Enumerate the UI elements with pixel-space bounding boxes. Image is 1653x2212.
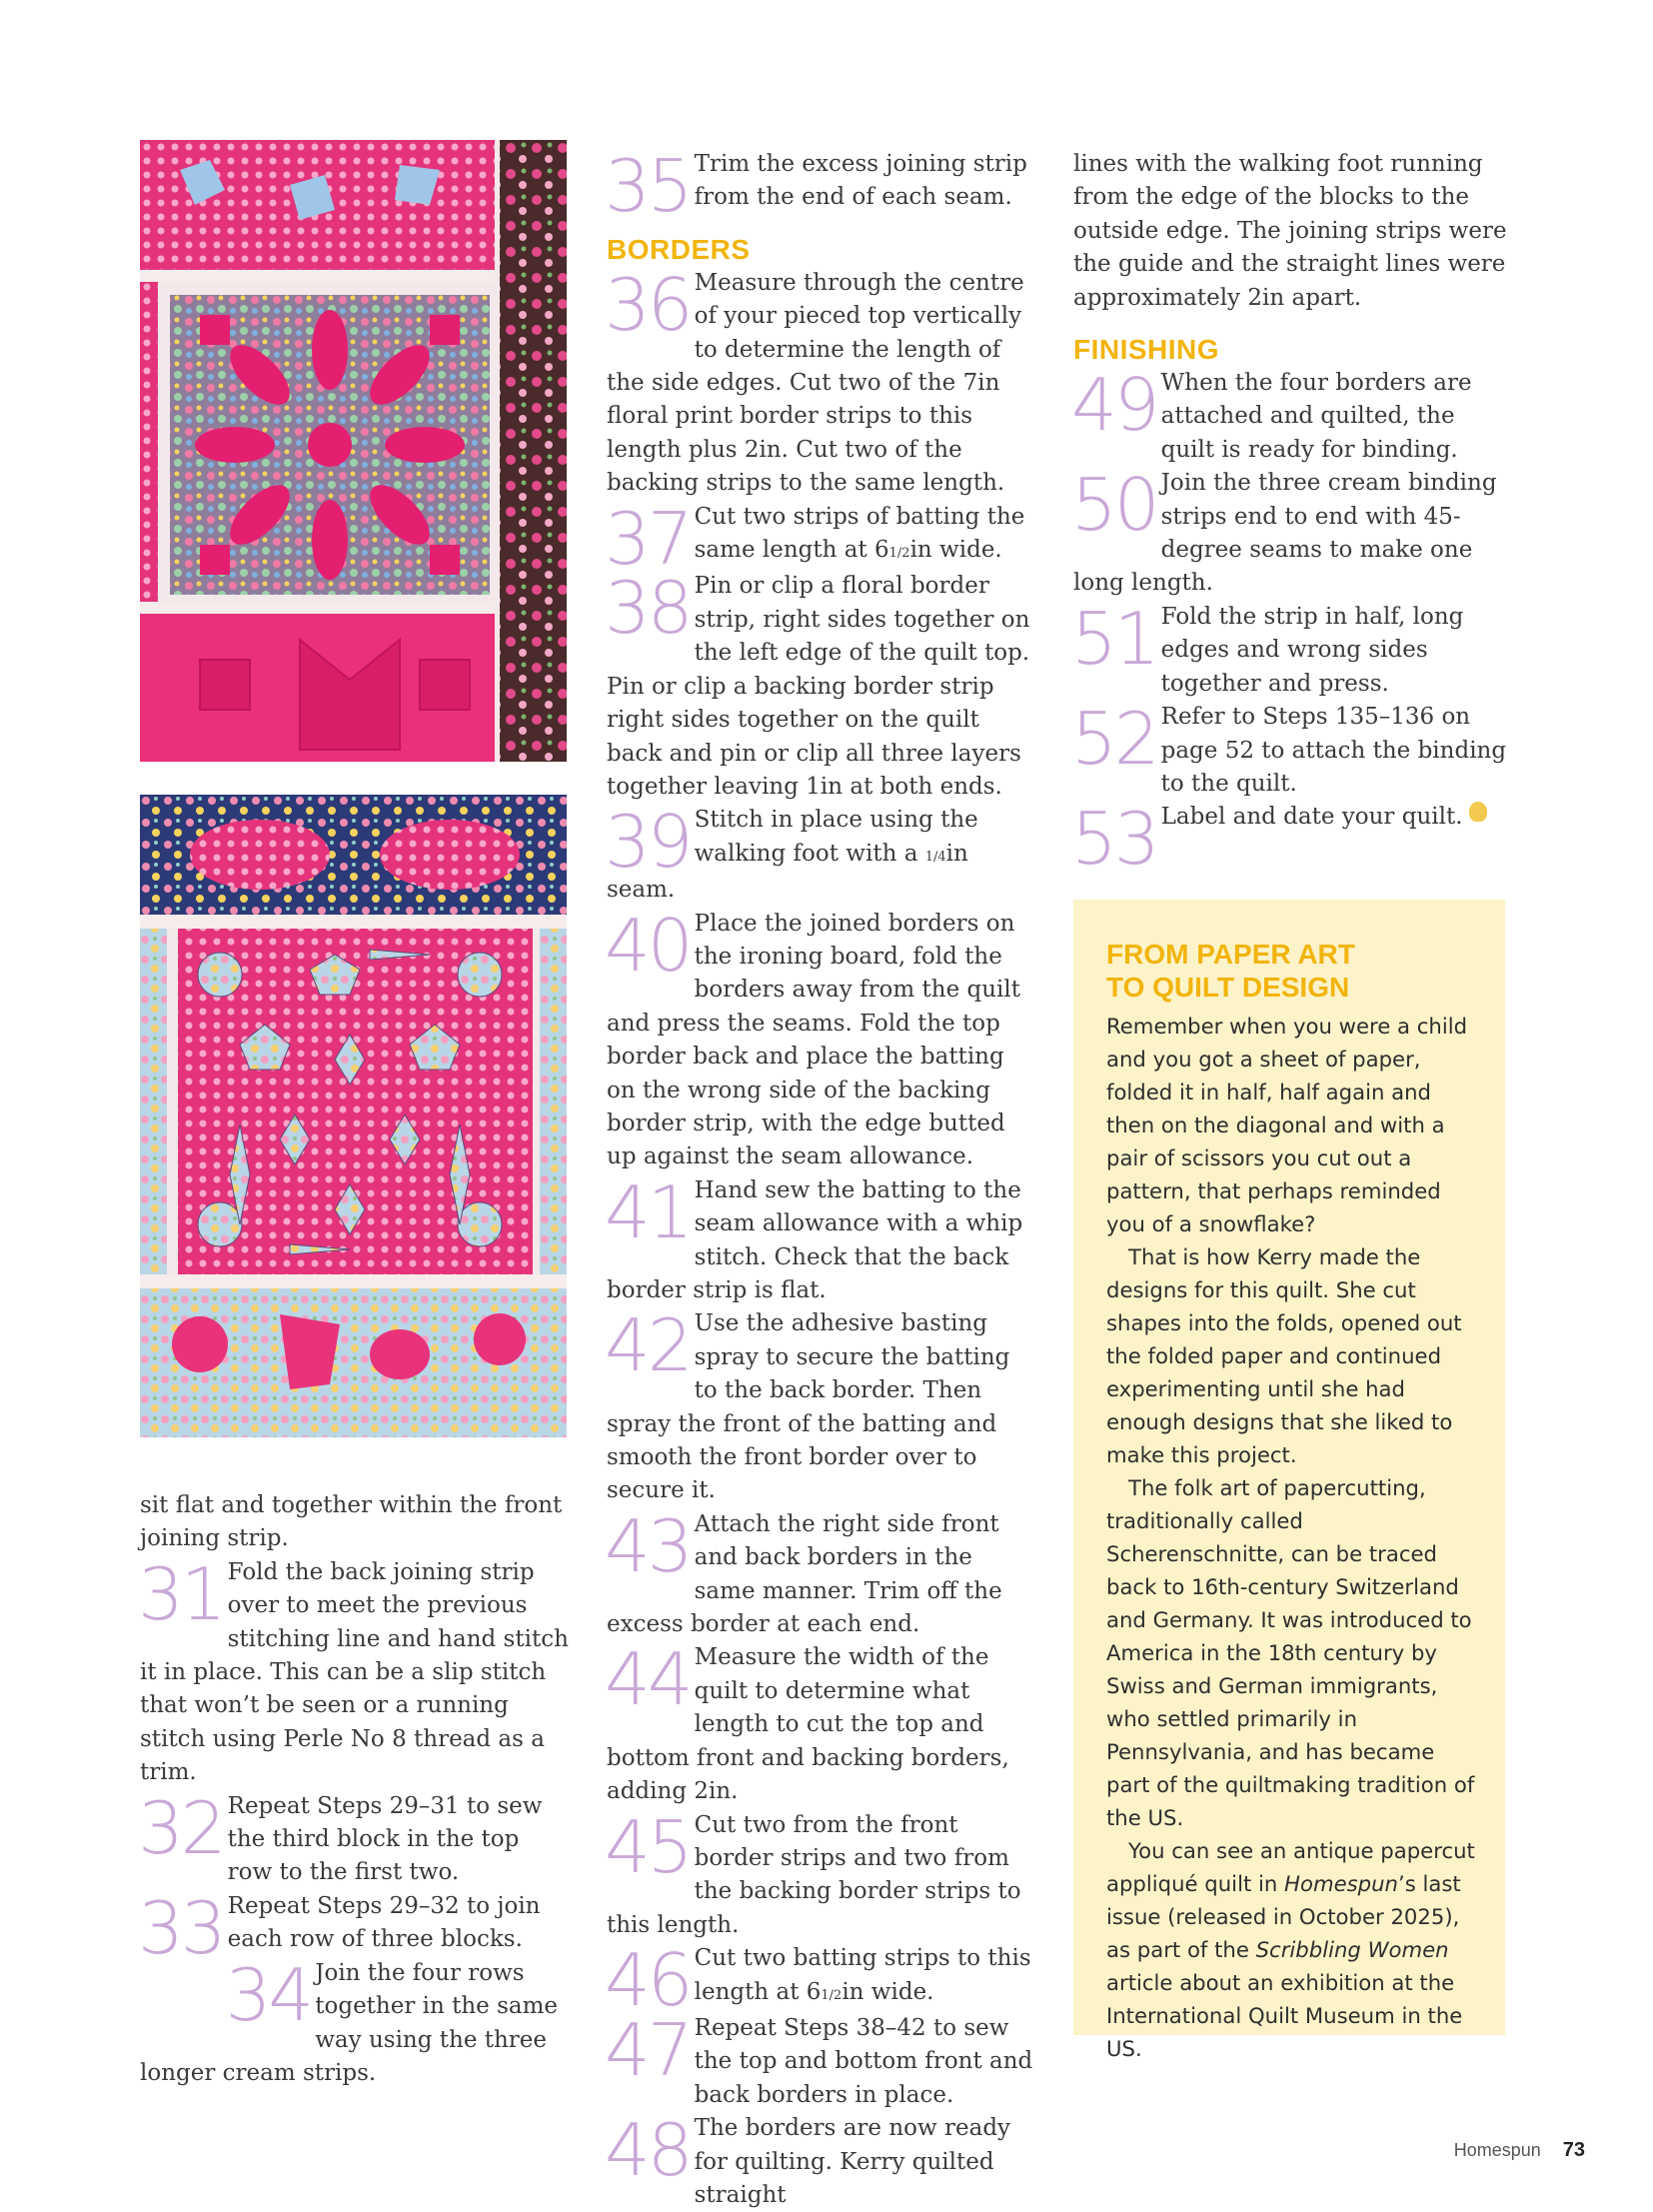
column-left <box>140 1489 570 2090</box>
step-number: 51 <box>1071 596 1157 681</box>
step-text: Attach the right side front and back borders in the same manner. Trim off the excess border at each end. <box>607 1510 1002 1638</box>
step-number: 38 <box>605 566 691 651</box>
step-text: Trim the excess joining strip from the end of each seam. <box>694 151 1027 211</box>
step-number: 46 <box>605 1938 691 2023</box>
step-number: 50 <box>1071 463 1157 548</box>
step-35 <box>605 144 1038 228</box>
step-number: 35 <box>605 144 691 228</box>
step-text: Repeat Steps 29–32 to join each row of three blocks. <box>227 1892 541 1953</box>
step-31 <box>138 1551 570 1790</box>
step-number: 40 <box>605 903 691 988</box>
step-44 <box>605 1637 1038 1808</box>
step-number: 45 <box>605 1804 691 1889</box>
step-45 <box>605 1804 1038 1943</box>
step-text: Measure through the centre of your pieced top vertically to determine the length of the side edges. Cut two of the 7in floral print border strips to this length plus 2in. Cut two of the backing strips to the same length. <box>607 269 1024 497</box>
sidebar-p4-em-2: Scribbling Women <box>1255 1937 1449 1962</box>
step-text: Stitch in place using the walking foot with a <box>694 807 978 867</box>
step-number: 39 <box>605 800 691 885</box>
step-text: Pin or clip a floral border strip, right sides together on the left edge of the quilt top. Pin or clip a backing border strip right sides together on the quilt back and pin or clip all three layers together leaving 1in at both ends. <box>607 573 1030 800</box>
step-39 <box>605 800 1038 907</box>
step-text: Cut two batting strips to this length at 6 <box>694 1945 1031 2005</box>
step-text: The borders are now ready for quilting. Kerry quilted straight <box>694 2115 1011 2208</box>
end-mark-icon <box>1469 802 1487 822</box>
page-footer <box>1454 2139 1585 2162</box>
step-46 <box>605 1938 1038 2023</box>
step-number: 34 <box>225 1952 312 2037</box>
step-42 <box>605 1303 1038 1507</box>
sidebar-title <box>1106 938 1505 1004</box>
continued-text: sit flat and together within the front joining strip. <box>140 1492 563 1552</box>
step-text: Measure the width of the quilt to determine what length to cut the top and bottom front and backing borders, adding 2in. <box>607 1644 1009 1805</box>
step-text: Place the joined borders on the ironing board, fold the borders away from the quilt and press the seams. Fold the top border back and place the batting on the wrong side of the backing border strip, with the edge butted up against the seam allowance. <box>607 910 1020 1170</box>
step-48 <box>605 2108 1038 2212</box>
step-47 <box>605 2007 1038 2112</box>
step-text: Fold the strip in half, long edges and wrong sides together and press. <box>1160 603 1464 697</box>
sidebar-p4-text-a: You can see an antique papercut appliqué quilt in <box>1106 1838 1475 1896</box>
sidebar-p4-text-b: ’s last issue (released in October 2025), as part of the <box>1106 1871 1461 1962</box>
continued-text: lines with the walking foot running from the edge of the blocks to the outside edge. The joining strips were the guide and the straight lines were approximately 2in apart. <box>1073 151 1507 311</box>
step-number: 42 <box>605 1303 691 1388</box>
step-36 <box>605 262 1038 501</box>
step-34 <box>140 1952 570 2091</box>
step-number: 31 <box>138 1551 224 1636</box>
step-number: 44 <box>605 1637 691 1722</box>
sidebar-paragraph-4 <box>1106 1834 1476 2065</box>
step-37 <box>605 496 1038 581</box>
sidebar-paragraph-1: Remember when you were a child and you got a sheet of paper, folded it in half, half again and then on the diagonal and with a pair of scissors you cut out a pattern, that perhaps reminded you of a snowflake? <box>1106 1014 1468 1236</box>
step-text: Use the adhesive basting spray to secure the batting to the back border. Then spray the front of the batting and smooth the front border over to secure it. <box>607 1310 1010 1504</box>
step-text: Fold the back joining strip over to meet the previous stitching line and hand stitch it in place. This can be a slip stitch that won’t be seen or a running stitch using Perle No 8 thread as a trim. <box>140 1558 569 1786</box>
sidebar-paragraph-2: That is how Kerry made the designs for this quilt. She cut shapes into the folds, opened out the folded paper and continued experimenting until she had enough designs that she liked to make this project. <box>1106 1244 1462 1467</box>
sidebar-title-line2: TO QUILT DESIGN <box>1106 972 1350 1003</box>
section-heading-borders: BORDERS <box>607 233 751 265</box>
step-number: 41 <box>605 1169 691 1254</box>
step-text: Repeat Steps 38–42 to sew the top and bottom front and back borders in place. <box>694 2014 1033 2108</box>
step-53 <box>1071 797 1513 882</box>
step-number: 33 <box>138 1885 224 1970</box>
step-number: 43 <box>605 1503 691 1588</box>
sidebar-paragraph-3: The folk art of papercutting, traditionally called Scherenschnitte, can be traced back to 16th-century Switzerland and Germany. It was introduced to America in the 18th century by Swiss and German immigrants, who settled primarily in Pennsylvania, and has became part of the quiltmaking tradition of the US. <box>1106 1475 1475 1830</box>
quilt-photo-bottom <box>140 795 567 1437</box>
step-number: 52 <box>1071 697 1157 782</box>
step-50 <box>1071 463 1513 601</box>
step-text: When the four borders are attached and quilted, the quilt is ready for binding. <box>1160 370 1472 463</box>
page-number: 73 <box>1562 2139 1585 2161</box>
step-text-end: in seam. <box>607 840 968 904</box>
step-number: 53 <box>1071 797 1157 882</box>
column-right <box>1071 148 1513 882</box>
step-text: Cut two strips of batting the same length at 6 <box>694 503 1025 564</box>
sidebar-p4-text-c: article about an exhibition at the International Quilt Museum in the US. <box>1106 1970 1463 2061</box>
step-text-end: in wide. <box>841 1978 934 2005</box>
step-49 <box>1071 363 1513 467</box>
step-text-end: in wide. <box>909 537 1002 564</box>
step-51 <box>1071 596 1513 701</box>
step-number: 49 <box>1071 363 1157 448</box>
column-middle <box>605 144 1038 2212</box>
step-33 <box>138 1885 570 1970</box>
quilt-photo-top <box>140 140 567 762</box>
step-text: Join the four rows together in the same way using the three longer cream strips. <box>140 1959 559 2086</box>
magazine-name: Homespun <box>1453 2140 1541 2160</box>
fraction: 1/2 <box>888 546 910 562</box>
sidebar-title-line1: FROM PAPER ART <box>1106 939 1355 970</box>
fraction: 1/4 <box>924 849 946 865</box>
step-43 <box>605 1503 1038 1642</box>
step-41 <box>605 1169 1038 1308</box>
step-40 <box>605 903 1038 1174</box>
sidebar-p4-em-1: Homespun <box>1284 1871 1398 1896</box>
step-text: Hand sew the batting to the seam allowance with a whip stitch. Check that the back border strip is flat. <box>607 1176 1023 1303</box>
step-number: 32 <box>138 1785 224 1870</box>
step-text: Repeat Steps 29–31 to sew the third block in the top row to the first two. <box>227 1792 543 1886</box>
step-number: 36 <box>605 262 691 347</box>
step-52 <box>1071 697 1513 801</box>
fraction: 1/2 <box>821 1987 842 2003</box>
step-number: 37 <box>605 496 691 581</box>
step-text: Cut two from the front border strips and two from the backing border strips to this length. <box>607 1811 1021 1938</box>
step-number: 48 <box>605 2108 691 2193</box>
step-number: 47 <box>605 2007 691 2092</box>
section-heading-finishing: FINISHING <box>1073 334 1220 366</box>
step-32 <box>138 1785 570 1890</box>
step-text: Label and date your quilt. <box>1160 804 1463 831</box>
sidebar-box <box>1073 900 1505 2061</box>
step-text: Join the three cream binding strips end to end with 45-degree seams to make one long length. <box>1073 470 1497 597</box>
step-38 <box>605 566 1038 804</box>
step-text: Refer to Steps 135–136 on page 52 to attach the binding to the quilt. <box>1160 704 1507 797</box>
